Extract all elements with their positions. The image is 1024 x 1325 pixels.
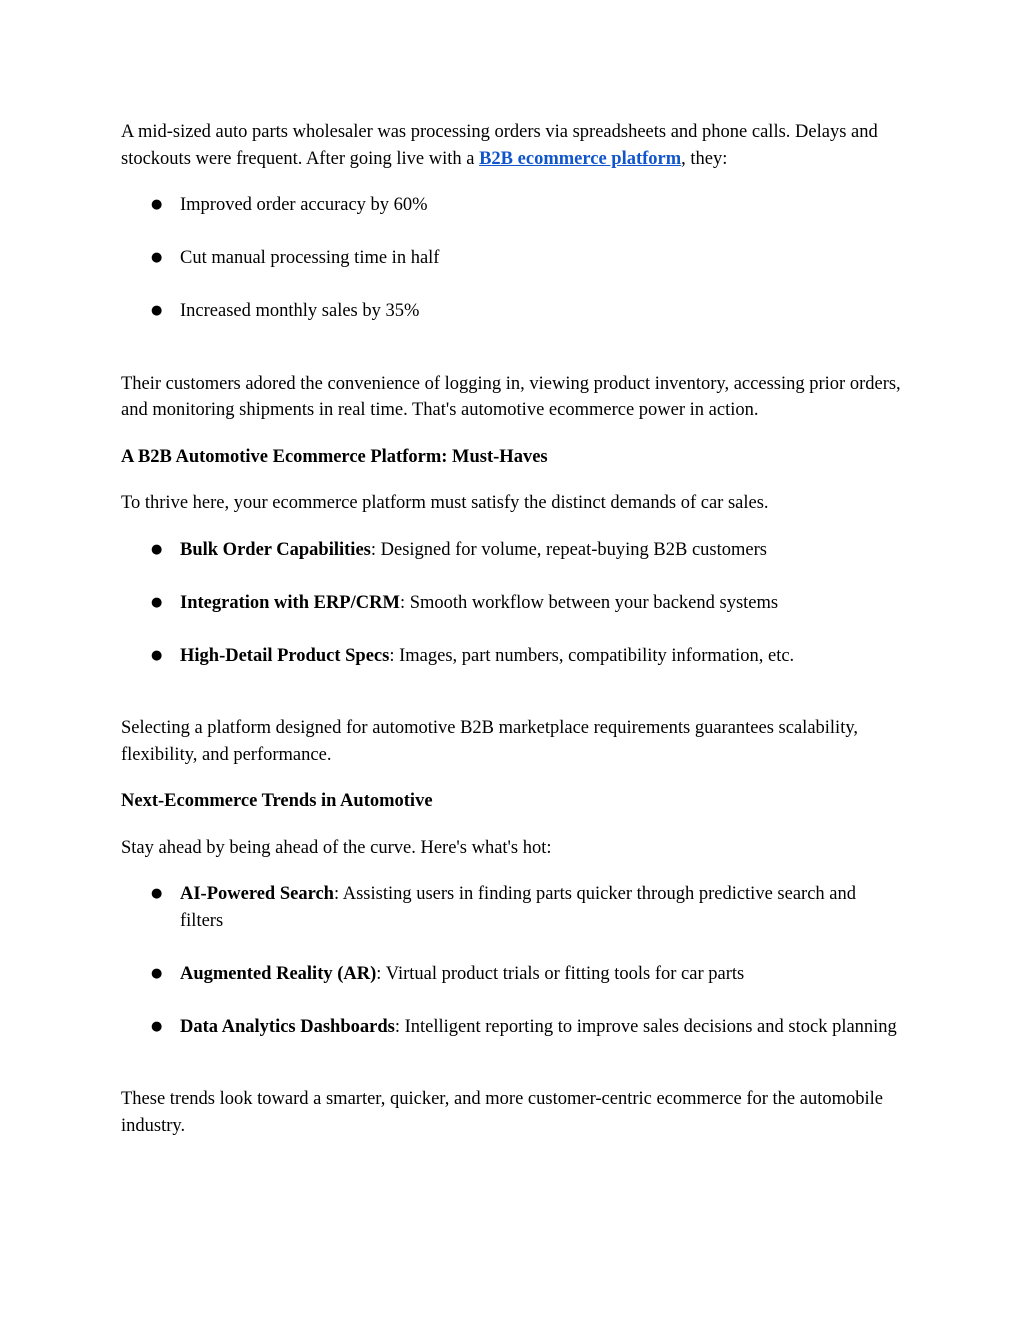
bullet-icon: ●	[151, 1018, 163, 1034]
bullet-icon: ●	[151, 197, 163, 212]
list-item-lead: Integration with ERP/CRM	[180, 592, 400, 613]
bullet-icon: ●	[151, 303, 163, 318]
list-item	[121, 643, 901, 670]
list-item-text: Cut manual processing time in half	[180, 248, 440, 268]
list-item	[121, 881, 901, 934]
results-list	[121, 192, 901, 325]
intro-paragraph	[121, 119, 901, 172]
section-heading-trends: Next-Ecommerce Trends in Automotive	[121, 791, 433, 811]
bullet-icon: ●	[151, 965, 163, 981]
list-item-lead: Bulk Order Capabilities	[180, 539, 371, 560]
list-item-text: : Designed for volume, repeat-buying B2B customers	[370, 539, 767, 560]
section-heading-must-haves: A B2B Automotive Ecommerce Platform: Must-Haves	[121, 446, 548, 467]
trends-list	[121, 881, 901, 1040]
intro-text-before-link: A mid-sized auto parts wholesaler was processing orders via spreadsheets and phone calls. Delays and stockouts were frequent. After going live with a	[121, 122, 878, 169]
list-item-text: : Images, part numbers, compatibility information, etc.	[389, 645, 795, 666]
customers-paragraph: Their customers adored the convenience of logging in, viewing product inventory, accessing prior orders, and monitoring shipments in real time. That's automotive ecommerce power in action.	[121, 373, 901, 420]
section-closing-trends: These trends look toward a smarter, quicker, and more customer-centric ecommerce for the automobile industry.	[121, 1089, 883, 1136]
list-item	[121, 1014, 901, 1041]
list-item-lead: AI-Powered Search	[180, 884, 334, 904]
list-item-lead: High-Detail Product Specs	[180, 645, 390, 666]
bullet-icon: ●	[151, 594, 163, 610]
bullet-icon: ●	[151, 647, 163, 663]
list-item-text: : Assisting users in finding parts quicker through predictive search and filters	[180, 884, 856, 931]
bullet-icon: ●	[151, 886, 163, 901]
list-item	[121, 245, 901, 272]
intro-text-after-link: , they:	[681, 148, 728, 169]
list-item	[121, 961, 901, 988]
bullet-icon: ●	[151, 250, 163, 265]
list-item	[121, 537, 901, 564]
list-item	[121, 298, 901, 325]
must-haves-list	[121, 537, 901, 670]
list-item	[121, 192, 901, 219]
list-item-lead: Augmented Reality (AR)	[180, 963, 377, 984]
list-item-text: Increased monthly sales by 35%	[180, 301, 420, 321]
list-item	[121, 590, 901, 617]
bullet-icon: ●	[151, 541, 163, 557]
section-intro-must-haves: To thrive here, your ecommerce platform must satisfy the distinct demands of car sales.	[121, 493, 769, 513]
b2b-ecommerce-platform-link[interactable]: B2B ecommerce platform	[479, 148, 682, 169]
document-page	[121, 119, 901, 1139]
list-item-lead: Data Analytics Dashboards	[180, 1016, 395, 1037]
list-item-text: : Smooth workflow between your backend systems	[399, 592, 779, 613]
list-item-text: : Intelligent reporting to improve sales decisions and stock planning	[394, 1016, 897, 1037]
list-item-text: Improved order accuracy by 60%	[180, 195, 428, 215]
section-intro-trends: Stay ahead by being ahead of the curve. Here's what's hot:	[121, 837, 552, 858]
list-item-text: : Virtual product trials or fitting tools for car parts	[376, 963, 745, 984]
section-closing-must-haves: Selecting a platform designed for automotive B2B marketplace requirements guarantees scalability, flexibility, and performance.	[121, 718, 859, 765]
